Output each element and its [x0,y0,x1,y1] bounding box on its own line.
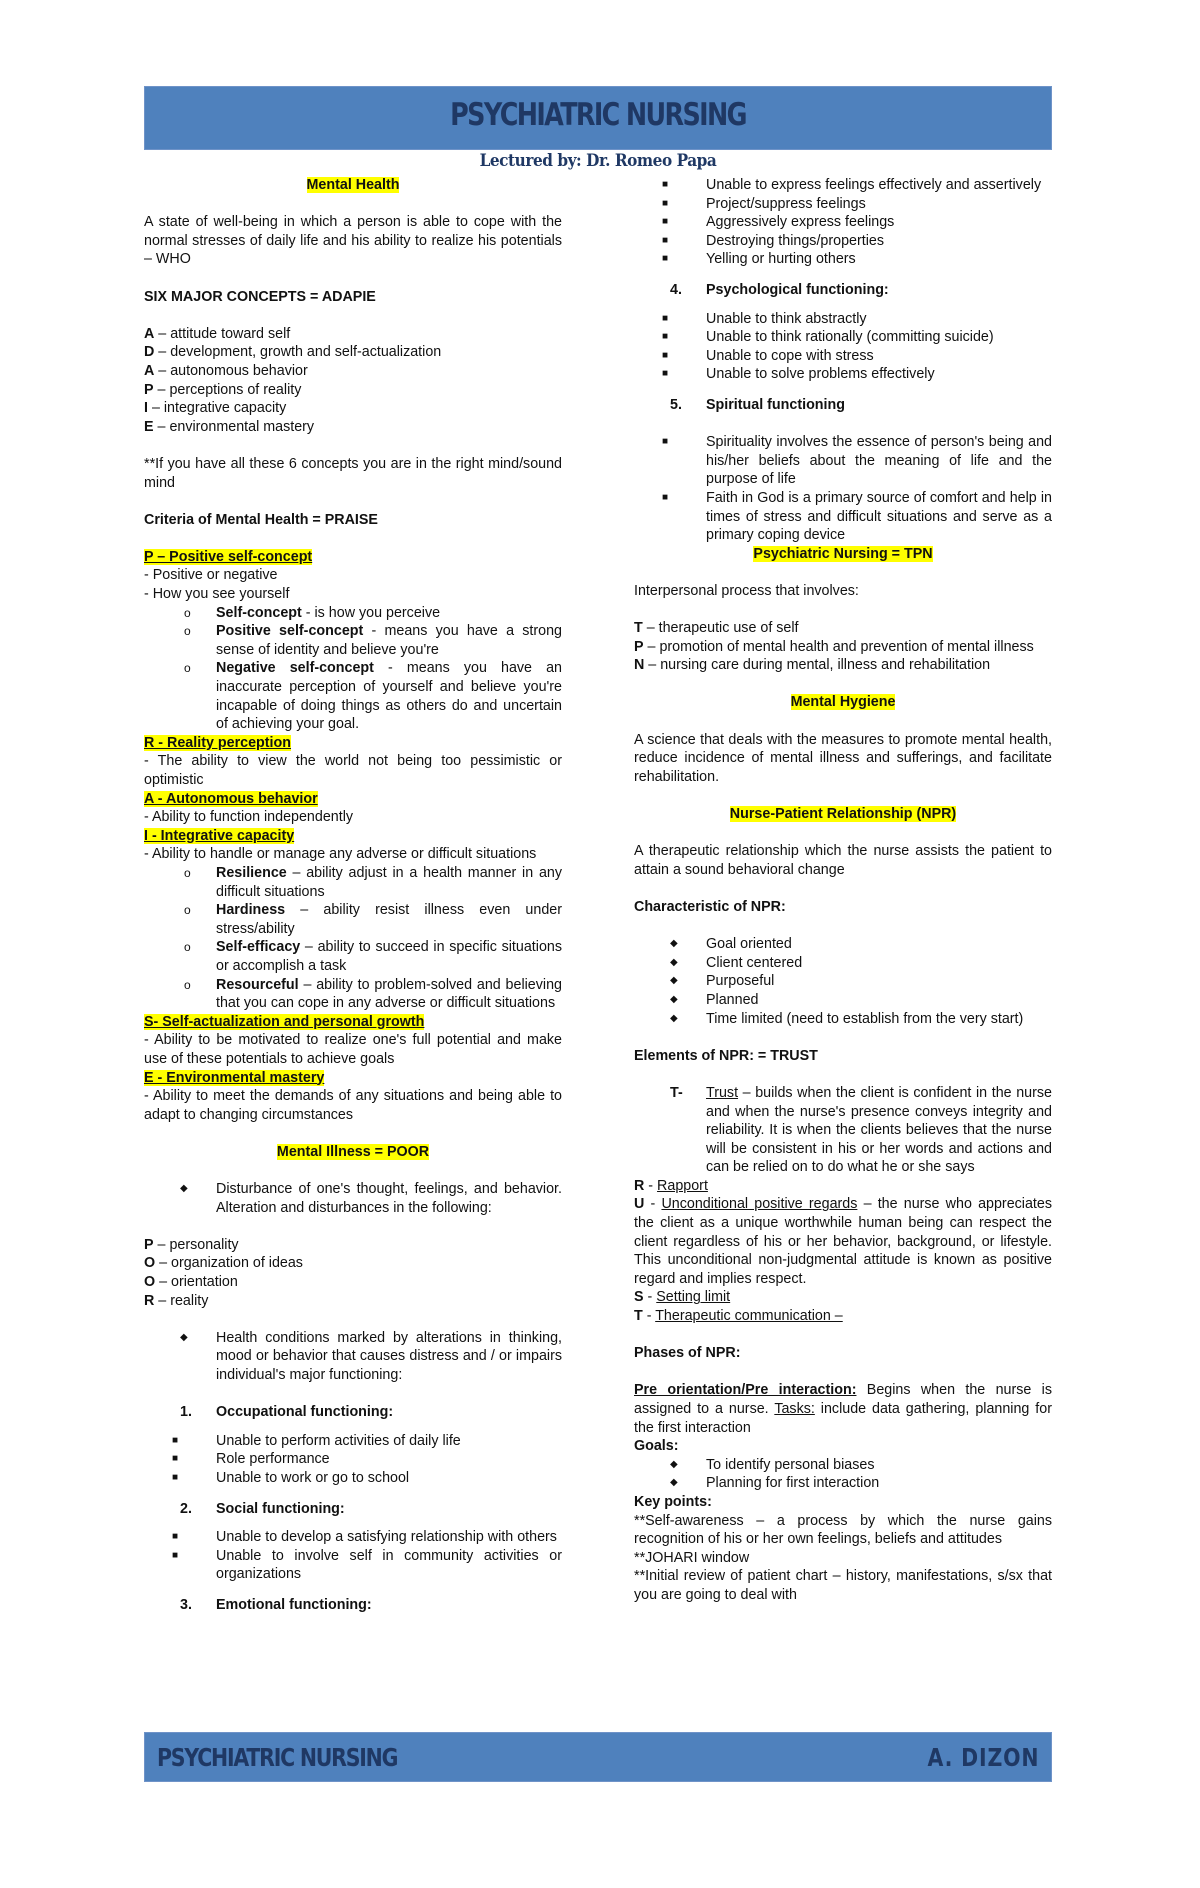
praise-s-text: - Ability to be motivated to realize one's full potential and make use of these potentials to achieve goals [144,1032,562,1067]
praise-i-text: - Ability to handle or manage any adverse or difficult situations [144,846,537,863]
sub-item: o Resilience – ability adjust in a health manner in any difficult situations [184,864,562,900]
tpn-item: N – nursing care during mental, illness and rehabilitation [634,657,991,674]
npr-definition: A therapeutic relationship which the nurse assists the patient to attain a sound behavioral change [634,843,1052,878]
diamond-item: ◆ Time limited (need to establish from the very start) [670,1010,1024,1027]
numbered-heading: 2. Social functioning: [180,1500,345,1517]
section-title-npr: Nurse-Patient Relationship (NPR) [729,806,957,822]
adapie-item: P – perceptions of reality [144,381,302,398]
bullet-item: ■ Unable to cope with stress [662,347,874,364]
left-column [144,176,562,1615]
praise-p-line: - How you see yourself [144,586,290,603]
section-title-psychiatric-nursing: Psychiatric Nursing = TPN [753,545,933,562]
diamond-item: ◆ Purposeful [670,973,775,990]
sub-item: o Resourceful – ability to problem-solved and believing that you can cope in any adverse or difficult situations [184,976,562,1012]
bullet-item: ■ Project/suppress feelings [662,195,866,212]
lecturer-line: Lectured by: Dr. Romeo Papa [479,151,717,171]
diamond-item: ◆ To identify personal biases [670,1456,875,1473]
sub-item: o Negative self-concept - means you have an inaccurate perception of yourself and believe you're incapable of doing things as others do and uncertain of achieving your goal. [184,660,562,733]
key-points-title: Key points: [634,1493,712,1510]
adapie-item: I – integrative capacity [144,400,287,417]
characteristic-title: Characteristic of NPR: [634,898,786,915]
numbered-heading: 3. Emotional functioning: [180,1596,372,1613]
footer-title: PSYCHIATRIC NURSING [157,1743,398,1772]
praise-p-title: P – Positive self-concept [144,548,313,565]
bullet-item: ■ Faith in God is a primary source of comfort and help in times of stress and difficult situations and serve as a primary coping device [662,489,1052,544]
poor-item: O – organization of ideas [144,1255,303,1272]
praise-s-title: S- Self-actualization and personal growth [144,1013,425,1030]
right-column [634,176,1052,1605]
header-banner [144,86,1052,150]
diamond-item: ◆ Client centered [670,954,803,971]
page-title: PSYCHIATRIC NURSING [450,97,746,133]
adapie-item: A – attitude toward self [144,325,291,342]
adapie-note: **If you have all these 6 concepts you are in the right mind/sound mind [144,455,562,491]
praise-e-text: - Ability to meet the demands of any situations and being able to adapt to changing circumstances [144,1088,562,1123]
bullet-item: ■ Role performance [172,1451,330,1468]
poor-item: R – reality [144,1292,209,1309]
key-point: **JOHARI window [634,1549,750,1566]
praise-e-title: E - Environmental mastery [144,1069,325,1086]
tpn-item: T – therapeutic use of self [634,620,799,637]
mental-hygiene-definition: A science that deals with the measures to promote mental health, reduce incidence of mental illness and sufferings, and facilitate rehabilitation. [634,731,1052,785]
criteria-title: Criteria of Mental Health = PRAISE [144,511,378,528]
pre-orientation-paragraph: Pre orientation/Pre interaction: Begins when the nurse is assigned to a nurse. Tasks: include data gathering, planning for the first interaction [634,1382,1053,1436]
sub-item: o Hardiness – ability resist illness even under stress/ability [184,902,562,937]
praise-p-line: - Positive or negative [144,567,278,584]
pn-intro: Interpersonal process that involves: [634,582,859,599]
mental-health-definition: A state of well-being in which a person is able to cope with the normal stresses of daily life and his ability to realize his potentials – WHO [144,214,562,268]
poor-item: P – personality [144,1236,239,1253]
praise-r-text: - The ability to view the world not being too pessimistic or optimistic [144,753,562,788]
adapie-item: E – environmental mastery [144,418,315,435]
numbered-heading: 5. Spiritual functioning [670,396,845,413]
section-title-mental-hygiene: Mental Hygiene [790,694,896,711]
numbered-heading: 1. Occupational functioning: [180,1404,394,1421]
diamond-item: ◆ Goal oriented [670,936,792,953]
sub-item: o Positive self-concept - means you have a strong sense of identity and believe you're [184,623,562,658]
diamond-item: ◆ Health conditions marked by alterations in thinking, mood or behavior that causes distress and / or impairs individual's major functioning: [180,1329,562,1383]
bullet-item: ■ Unable to solve problems effectively [662,366,935,383]
trust-item: R - Rapport [634,1177,708,1194]
phases-title: Phases of NPR: [634,1345,741,1362]
key-point: **Self-awareness – a process by which the nurse gains recognition of his or her own feelings, beliefs and attitudes [634,1512,1052,1548]
bullet-item: ■ Unable to express feelings effectively and assertively [662,177,1042,193]
bullet-item: ■ Unable to perform activities of daily life [172,1432,461,1449]
bullet-item: ■ Unable to work or go to school [172,1469,410,1486]
elements-title: Elements of NPR: = TRUST [634,1047,818,1064]
adapie-item: D – development, growth and self-actualization [144,344,442,361]
goals-title: Goals: [634,1438,679,1455]
diamond-item: ◆ Planning for first interaction [670,1475,880,1492]
diamond-item: ◆ Planned [670,991,759,1008]
bullet-item: ■ Unable to think rationally (committing suicide) [662,329,994,346]
poor-item: O – orientation [144,1274,238,1291]
trust-item: S - Setting limit [634,1289,731,1306]
praise-i-title: I - Integrative capacity [144,827,295,844]
section-title-mental-illness: Mental Illness = POOR [276,1143,430,1160]
praise-r-title: R - Reality perception [144,734,291,751]
diamond-item: ◆ Disturbance of one's thought, feelings, and behavior. Alteration and disturbances in the following: [180,1181,562,1216]
footer-author: A. DIZON [927,1743,1039,1772]
section-title-mental-health: Mental Health [306,177,400,193]
praise-a-text: - Ability to function independently [144,809,354,826]
bullet-item: ■ Unable to develop a satisfying relationship with others [172,1529,557,1546]
key-point: **Initial review of patient chart – history, manifestations, s/sx that you are going to deal with [634,1568,1052,1603]
footer-banner [144,1732,1052,1782]
trust-item: U - Unconditional positive regards – the nurse who appreciates the client as a unique worthwhile human being can respect the client regardless of his or her behavior, background, or lifestyle. This unconditional non-judgmental attitude is known as positive regard and implies respect. [634,1196,1052,1287]
six-concepts-title: SIX MAJOR CONCEPTS = ADAPIE [144,288,376,305]
tpn-item: P – promotion of mental health and prevention of mental illness [634,638,1034,655]
bullet-item: ■ Unable to think abstractly [662,310,867,327]
bullet-item: ■ Yelling or hurting others [662,251,856,268]
praise-a-title: A - Autonomous behavior [144,790,318,807]
bullet-item: ■ Aggressively express feelings [662,214,895,231]
numbered-heading: 4. Psychological functioning: [670,281,889,298]
trust-item: T- Trust – builds when the client is confident in the nurse and when the nurse's presence conveys integrity and reliability. It is when the clients believes that the nurse will be consistent in his or her words and actions and can be relied on to do what he or she says [670,1084,1052,1176]
bullet-item: ■ Unable to involve self in community activities or organizations [172,1547,562,1583]
adapie-item: A – autonomous behavior [144,362,308,379]
bullet-item: ■ Spirituality involves the essence of person's being and his/her beliefs about the meaning of life and the purpose of life [662,434,1052,488]
sub-item: o Self-efficacy – ability to succeed in specific situations or accomplish a task [184,939,562,974]
sub-item: o Self-concept - is how you perceive [184,604,441,621]
bullet-item: ■ Destroying things/properties [662,232,885,249]
trust-item: T - Therapeutic communication – [634,1308,843,1325]
